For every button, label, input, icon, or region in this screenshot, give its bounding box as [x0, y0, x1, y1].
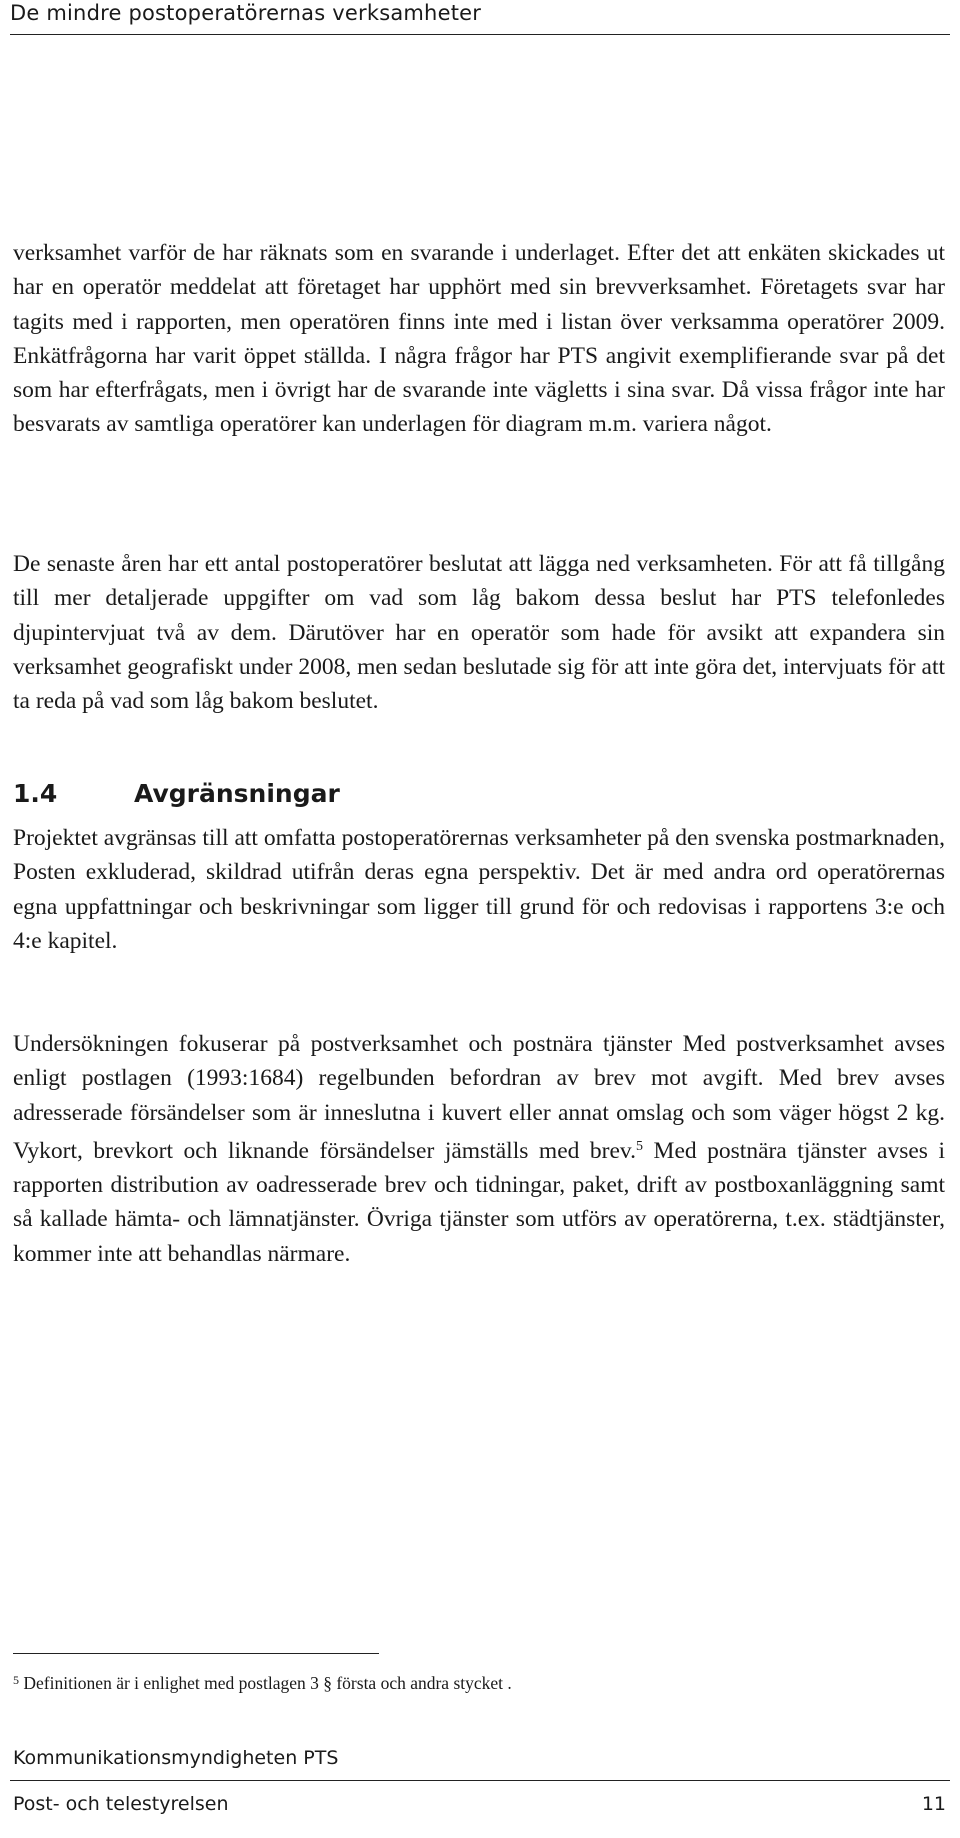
footnote-text: Definitionen är i enlighet med postlagen 3 § första och andra stycket . — [19, 1673, 512, 1693]
paragraph-scope: Projektet avgränsas till att omfatta postoperatörernas verksamheter på den svenska postmarknaden, Posten exkluderad, skildrad utifrån deras egna perspektiv. Det är med andra ord operatörernas egna uppfattningar och beskrivningar som ligger till grund för och redovisas i rapportens 3:e och 4:e kapitel. — [13, 825, 945, 954]
running-header: De mindre postoperatörernas verksamheter — [10, 1, 482, 25]
page-number: 11 — [921, 1793, 946, 1815]
footnote-divider — [13, 1653, 379, 1654]
footnote-reference[interactable]: 5 — [636, 1138, 644, 1154]
footer-organization: Kommunikationsmyndigheten PTS — [13, 1747, 339, 1769]
paragraph-focus-part1: Undersökningen fokuserar på postverksamhet och postnära tjänster Med postverksamhet avses enligt postlagen (1993:1684) regelbunden befordran av brev mot avgift. Med brev avses adresserade försändelser som är inneslutna i kuvert eller annat omslag och som väger högst 2 kg. Vykort, brevkort och liknande försändelser jämställs med brev. — [13, 1031, 945, 1164]
paragraph-focus-part2: Med postnära tjänster avses i rapporten distribution av oadresserade brev och tidningar, paket, drift av postboxanläggning samt så kallade hämta- och lämnatjänster. Övriga tjänster som utförs av operatörerna, t.ex. städtjänster, kommer inte att behandlas närmare. — [13, 1137, 945, 1267]
footer-publisher: Post- och telestyrelsen — [13, 1793, 229, 1815]
footer-divider — [10, 1780, 950, 1781]
footnote-marker: 5 — [13, 1673, 19, 1687]
paragraph-focus — [13, 1027, 945, 1271]
paragraph-interviews: De senaste åren har ett antal postoperatörer beslutat att lägga ned verksamheten. För att få tillgång till mer detaljerade uppgifter om vad som låg bakom dessa beslut har PTS telefonledes djupintervjuat två av dem. Därutöver har en operatör som hade för avsikt att expandera sin verksamhet geografiskt under 2008, men sedan beslutade sig för att inte göra det, intervjuats för att ta reda på vad som låg bakom beslutet. — [13, 551, 945, 715]
section-number: 1.4 — [13, 779, 58, 808]
paragraph-survey-method: verksamhet varför de har räknats som en svarande i underlaget. Efter det att enkäten skickades ut har en operatör meddelat att företaget har upphört med sin brevverksamhet. Företagets svar har tagits med i rapporten, men operatören finns inte med i listan över verksamma operatörer 2009. Enkätfrågorna har varit öppet ställda. I några frågor har PTS angivit exemplifierande svar på det som har efterfrågats, men i övrigt har de svarande inte vägletts i sina svar. Då vissa frågor inte har besvarats av samtliga operatörer kan underlagen för diagram m.m. variera något. — [13, 240, 945, 438]
section-title: Avgränsningar — [134, 779, 340, 808]
section-heading — [13, 779, 340, 809]
footnote — [13, 1669, 512, 1694]
header-divider — [10, 34, 950, 35]
